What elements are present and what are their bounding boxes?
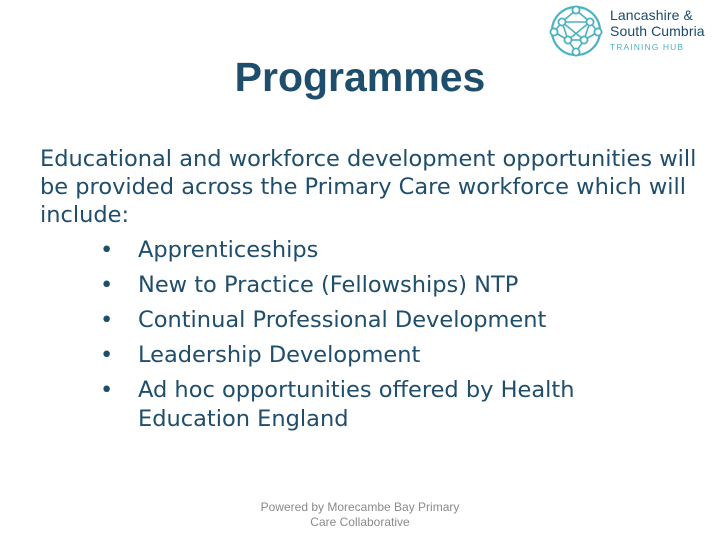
bullet-list: [0, 236, 720, 440]
bullet-item-ad-hoc: [0, 376, 720, 434]
footer-text: [0, 500, 720, 530]
logo-line-2: South Cumbria: [610, 23, 705, 39]
slide-title: Programmes: [234, 54, 486, 100]
bullet-icon: •: [100, 377, 114, 403]
bullet-text: New to Practice (Fellowships) NTP: [138, 272, 519, 298]
bullet-item-new-to-practice: [0, 271, 720, 300]
logo-text: [610, 7, 718, 53]
bullet-text: Apprenticeships: [138, 237, 319, 263]
bullet-icon: •: [100, 237, 114, 263]
bullet-item-apprenticeships: [0, 236, 720, 265]
bullet-icon: •: [100, 272, 114, 298]
footer-line-2: Care Collaborative: [310, 515, 410, 529]
logo-subtitle: TRAINING HUB: [610, 42, 685, 52]
bullet-icon: •: [100, 307, 114, 333]
bullet-icon: •: [100, 342, 114, 368]
footer-line-1: Powered by Morecambe Bay Primary: [260, 500, 460, 514]
bullet-text: Ad hoc opportunities offered by Health Education England: [138, 377, 575, 432]
bullet-item-leadership: [0, 341, 720, 370]
intro-paragraph: Educational and workforce development opportunities will be provided across the Primary Care workforce which will include:: [40, 146, 697, 228]
logo-line-1: Lancashire &: [610, 7, 693, 23]
bullet-item-cpd: [0, 306, 720, 335]
bullet-text: Leadership Development: [138, 342, 421, 368]
bullet-text: Continual Professional Development: [138, 307, 547, 333]
